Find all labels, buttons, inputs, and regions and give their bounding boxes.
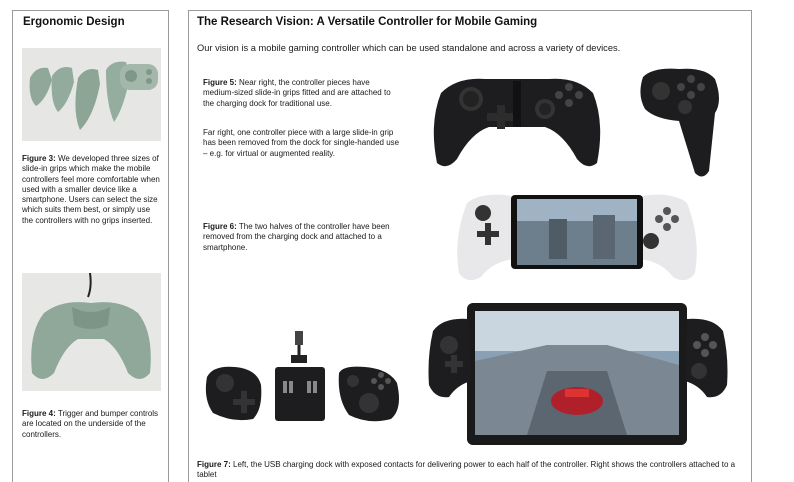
figure-4-caption (22, 409, 162, 440)
left-panel (12, 10, 169, 482)
figure-4-label: Figure 4: (22, 409, 56, 418)
figure-3-image (22, 48, 161, 141)
figure-6-caption (203, 222, 403, 253)
figure-7-image-dock (203, 329, 411, 439)
figure-4-image (22, 273, 161, 391)
right-panel (188, 10, 752, 482)
figure-4-text: Trigger and bumper controls are located on the underside of the controllers. (22, 409, 159, 439)
figure-6-image (453, 189, 701, 285)
figure-5-caption-2: Far right, one controller piece with a large slide-in grip has been removed from the dock for single-handed use – e.g. for virtual or augmented reality. (203, 128, 400, 158)
figure-7-label: Figure 7: (197, 460, 231, 469)
intro-text: Our vision is a mobile gaming controller which can be used standalone and across a variety of devices. (197, 43, 621, 53)
figure-7-caption (197, 460, 745, 481)
figure-5-image-dock (427, 63, 607, 175)
figure-5-image-single (635, 61, 727, 181)
figure-3-label: Figure 3: (22, 154, 56, 163)
figure-5-caption (203, 78, 403, 109)
figure-6-text: The two halves of the controller have been removed from the charging dock and attached to a smartphone. (203, 222, 390, 252)
figure-3-caption (22, 154, 162, 226)
left-panel-title: Ergonomic Design (23, 16, 125, 28)
figure-7-text: Left, the USB charging dock with exposed contacts for delivering power to each half of the controller. Right shows the controllers attached to a tablet (197, 460, 736, 480)
figure-6-label: Figure 6: (203, 222, 237, 231)
figure-3-text: We developed three sizes of slide-in grips which make the mobile controllers feel more comfortable when used with a smaller device like a smartphone. Users can select the size which suits them best, or simply use the controllers with no grips inserted. (22, 154, 160, 225)
figure-5-label: Figure 5: (203, 78, 237, 87)
right-panel-title: The Research Vision: A Versatile Controller for Mobile Gaming (197, 16, 538, 28)
figure-5-text: Near right, the controller pieces have medium-sized slide-in grips fitted and are attached to the charging dock for traditional use. (203, 78, 391, 108)
figure-7-image-tablet (427, 301, 729, 449)
